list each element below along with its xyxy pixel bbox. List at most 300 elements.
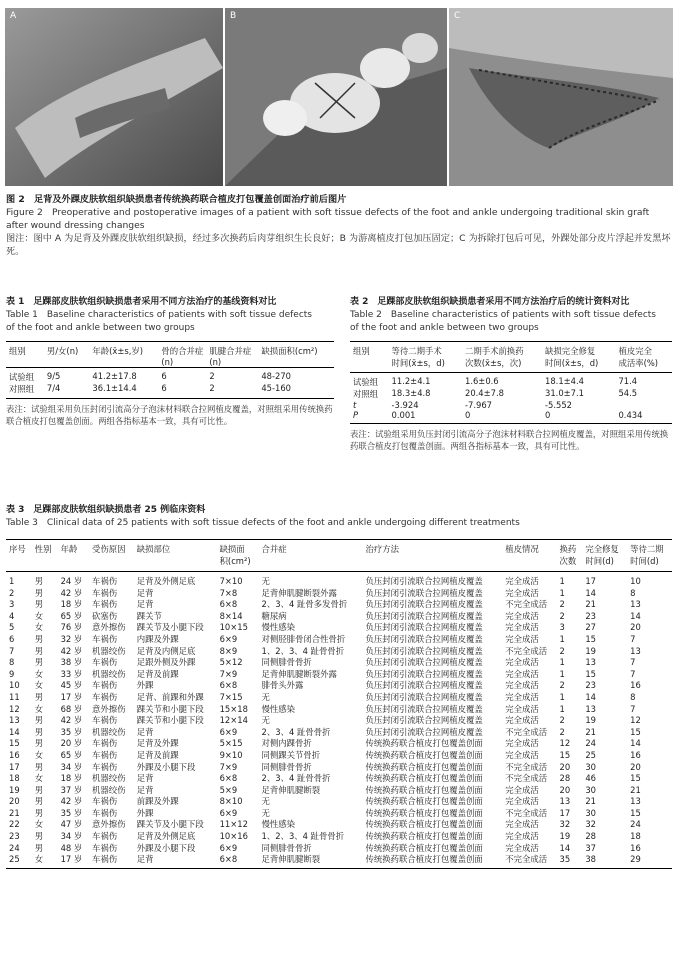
table-cell: 1 [559, 633, 565, 644]
table-cell: 足背伸肌腱断裂外露 [261, 587, 337, 598]
table-cell: 糖尿病 [261, 610, 287, 621]
t1-header-sex: 男/女(n) [46, 346, 79, 356]
table-cell: 踝关节和小腿下段 [136, 703, 204, 714]
table-cell: 车祸伤 [92, 807, 118, 818]
photo-panel-b [225, 8, 447, 186]
table-2-block [350, 295, 672, 452]
table-header-cell [362, 555, 502, 572]
table-row [6, 715, 672, 727]
figure-caption-zh: 图 2 足背及外踝皮肤软组织缺损患者传统换药联合植皮打包覆盖创面治疗前后图片 [6, 194, 347, 205]
table-cell: 30 [585, 807, 596, 818]
table-cell: 0 [545, 410, 551, 420]
table-cell: 21 [9, 807, 20, 818]
table-cell: 6 [161, 371, 167, 381]
t2-header2-group [350, 357, 389, 373]
table-cell: 15 [585, 633, 596, 644]
t1-header-tendon: 肌腱合并症(n) [209, 346, 252, 367]
photo-c-label: C [454, 11, 461, 21]
table-cell: 12 [559, 738, 571, 749]
table-cell: 24 [630, 819, 641, 830]
table-header-cell [6, 555, 32, 572]
table-cell: 76 岁 [60, 622, 83, 633]
photo-a-image [5, 8, 223, 186]
table-cell: 19 [585, 715, 596, 726]
table-header-cell [259, 555, 363, 572]
table-cell: 7 [9, 645, 15, 656]
table-header-cell: 积(cm²) [219, 556, 251, 566]
table-header-cell: 等待二期 [630, 544, 664, 554]
table-cell: 女 [34, 854, 44, 865]
table-cell: 完全成活 [505, 842, 539, 853]
table-cell: 传统换药联合植皮打包覆盖创面 [365, 773, 483, 784]
table-cell: 传统换药联合植皮打包覆盖创面 [365, 796, 483, 807]
table-cell: 5 [9, 622, 15, 633]
table-cell: 传统换药联合植皮打包覆盖创面 [365, 784, 483, 795]
table-cell: 14 [559, 842, 571, 853]
table-cell: 无 [261, 807, 270, 818]
t2-header-group: 组别 [353, 346, 370, 356]
table-cell: 28 [585, 831, 596, 842]
table-cell: 1.6±0.6 [464, 376, 499, 386]
table-header-cell: 序号 [9, 544, 26, 554]
table-cell: 8×9 [219, 645, 238, 656]
t2-header-wait: 等待二期手术 [391, 346, 442, 356]
table-header-cell: 换药 [559, 544, 577, 554]
table-cell: 男 [34, 842, 44, 853]
table-cell: 0.434 [618, 410, 643, 420]
table-cell: 5×15 [219, 738, 243, 749]
table-cell: 6×9 [219, 726, 238, 737]
table-cell: 足背及外侧足底 [136, 576, 196, 586]
table-cell: 慢性感染 [261, 819, 296, 830]
table-row [6, 599, 672, 611]
table-cell: 车祸伤 [92, 715, 118, 726]
table-cell: 男 [34, 831, 44, 842]
table-2-title-en-line2: of the foot and ankle between two groups [350, 323, 539, 333]
table-cell: 足背伸肌腱断裂 [261, 854, 321, 865]
table-cell: 2、3、4 趾骨骨折 [261, 773, 331, 784]
table-cell: 36.1±14.4 [92, 383, 137, 393]
table-row [6, 831, 672, 843]
table-cell: 8×10 [219, 796, 243, 807]
table-cell: t [353, 400, 357, 410]
table-cell: 20 [559, 784, 571, 795]
table-row [6, 854, 672, 868]
table-cell: 男 [34, 761, 44, 772]
table-cell: 传统换药联合植皮打包覆盖创面 [365, 819, 483, 830]
table-header-cell [58, 555, 89, 572]
table-cell: 7×8 [219, 587, 238, 598]
table-cell: 14 [585, 691, 596, 702]
table-cell: 28 [559, 773, 571, 784]
table-cell: 14 [630, 738, 641, 749]
table-cell: 男 [34, 738, 44, 749]
table-2 [350, 341, 672, 424]
table-cell: 24 岁 [60, 576, 83, 586]
table-cell: 16 [630, 842, 641, 853]
table-cell: 6×8 [219, 680, 238, 691]
table-cell: 足背伸肌腱断裂外露 [261, 668, 337, 679]
table-row [350, 400, 672, 410]
table-cell: 车祸伤 [92, 599, 118, 610]
table-cell: 15×18 [219, 703, 248, 714]
table-cell: 传统换药联合植皮打包覆盖创面 [365, 761, 483, 772]
table-cell: -5.552 [545, 400, 572, 410]
table-cell: 2、3、4 趾骨骨折 [261, 726, 331, 737]
table-cell: 车祸伤 [92, 854, 118, 865]
photo-panel-a [5, 8, 223, 186]
table-cell: 19 [9, 784, 20, 795]
table-cell: 男 [34, 691, 44, 702]
table-row [6, 611, 672, 623]
table-cell: 42 岁 [60, 587, 83, 598]
table-cell: 12 [630, 715, 641, 726]
table-cell: 负压封闭引流联合拉网植皮覆盖 [365, 633, 483, 644]
table-cell: 23 [9, 831, 20, 842]
table-cell: 1 [559, 668, 565, 679]
table-cell: 车祸伤 [92, 633, 118, 644]
table-cell: 37 岁 [60, 784, 83, 795]
table-row [6, 738, 672, 750]
table-cell: 传统换药联合植皮打包覆盖创面 [365, 738, 483, 749]
table-cell: 外踝及小腿下段 [136, 761, 196, 772]
table-3-body [6, 572, 672, 869]
table-cell: 女 [34, 703, 44, 714]
table-cell: 46 [585, 773, 596, 784]
t2-header2-dressing: 次数(x̄±s，次) [464, 358, 522, 368]
table-cell: 足背 [136, 726, 154, 737]
table-cell: 45 岁 [60, 680, 83, 691]
table-cell: 完全成活 [505, 831, 539, 842]
table-cell: 车祸伤 [92, 842, 118, 853]
table-cell: 15 [630, 807, 641, 818]
t1-header-group: 组别 [9, 346, 26, 356]
t2-header2-repair: 时间(x̄±s，d) [545, 358, 599, 368]
table-cell: 负压封闭引流联合拉网植皮覆盖 [365, 715, 483, 726]
table-cell: 男 [34, 645, 44, 656]
table-cell: 27 [585, 622, 596, 633]
table-cell: 65 岁 [60, 610, 83, 621]
table-cell: 45-160 [261, 383, 292, 393]
table-cell: 7×10 [219, 576, 243, 586]
table-cell: 对照组 [9, 384, 35, 394]
table-row [350, 410, 672, 424]
table-cell: 32 [559, 819, 571, 830]
table-cell: 1 [559, 587, 565, 598]
table-cell: 18 [9, 773, 20, 784]
table-cell: 2 [559, 599, 565, 610]
table-cell: 前踝及外踝 [136, 796, 179, 807]
table-cell: 22 [9, 819, 20, 830]
table-cell: 9×10 [219, 749, 243, 760]
table-header-cell: 植皮情况 [505, 544, 539, 554]
table-cell: 外踝及小腿下段 [136, 842, 196, 853]
table-header-cell: 时间(d) [585, 556, 614, 566]
table-cell: 34 岁 [60, 761, 83, 772]
table-cell: 足背 [136, 854, 154, 865]
table-cell: 0.001 [391, 410, 416, 420]
table-cell: 足背及外侧足底 [136, 831, 196, 842]
table-cell: 10×15 [219, 622, 248, 633]
table-header-cell: 完全修复 [585, 544, 619, 554]
table-cell: 女 [34, 622, 44, 633]
table-cell: 48 岁 [60, 842, 83, 853]
table-row [6, 819, 672, 831]
table-cell: 1 [559, 657, 565, 668]
table-cell: 8×14 [219, 610, 243, 621]
table-cell: 男 [34, 715, 44, 726]
table-cell: 完全成活 [505, 819, 539, 830]
figure-note: 图注：图中 A 为足背及外踝皮肤软组织缺损，经过多次换药后肉芽组织生长良好；B 为游离植皮打包加压固定；C 为拆除打包后可见，外踝处部分皮片浮起并发黑坏死。 [6, 233, 671, 257]
table-row [6, 383, 334, 399]
table-cell: 5×9 [219, 784, 238, 795]
table-cell: 11 [9, 691, 20, 702]
table-cell: 男 [34, 796, 44, 807]
table-cell: 对侧内踝骨折 [261, 738, 312, 749]
table-cell: 38 岁 [60, 657, 83, 668]
table-cell: 负压封闭引流联合拉网植皮覆盖 [365, 587, 483, 598]
table-cell: 足背 [136, 773, 154, 784]
table-cell: 男 [34, 633, 44, 644]
table-header-cell: 时间(d) [630, 556, 659, 566]
table-cell: 完全成活 [505, 796, 539, 807]
table-cell: 0 [464, 410, 471, 420]
table-row [6, 785, 672, 797]
table-3 [6, 539, 672, 869]
t1-header-bone: 骨的合并症(n) [161, 346, 204, 367]
table-cell: 17 岁 [60, 854, 83, 865]
table-cell: 男 [34, 784, 44, 795]
table-cell: 13 [559, 796, 571, 807]
table-cell: 负压封闭引流联合拉网植皮覆盖 [365, 599, 483, 610]
table-cell: 12 [9, 703, 20, 714]
table-cell: 71.4 [618, 376, 638, 386]
table-cell: 2 [9, 587, 15, 598]
table-cell: 足背及前踝 [136, 749, 179, 760]
table-cell: 足背及内侧足底 [136, 645, 196, 656]
table-cell: 踝关节及小腿下段 [136, 819, 204, 830]
table-cell: 男 [34, 599, 44, 610]
table-cell: 16 [630, 749, 641, 760]
table-cell: 慢性感染 [261, 703, 296, 714]
table-cell: 19 [585, 645, 596, 656]
table-cell: 踝关节及小腿下段 [136, 622, 204, 633]
table-row [6, 796, 672, 808]
table-row [6, 588, 672, 600]
table-row [350, 388, 672, 400]
table-cell: 完全成活 [505, 784, 539, 795]
table-cell: 传统换药联合植皮打包覆盖创面 [365, 749, 483, 760]
table-cell: 35 岁 [60, 726, 83, 737]
table-cell: 30 [585, 784, 596, 795]
table-cell: 车祸伤 [92, 738, 118, 749]
table-cell: 负压封闭引流联合拉网植皮覆盖 [365, 645, 483, 656]
table-row [6, 762, 672, 774]
figure-2-photos [5, 8, 673, 186]
table-cell: 不完全成活 [505, 726, 548, 737]
table-cell: 41.2±17.8 [92, 371, 137, 381]
table-cell: 9/5 [46, 371, 61, 381]
table-cell: 2 [559, 610, 565, 621]
table-cell: 15 [630, 726, 641, 737]
table-cell [615, 400, 672, 410]
table-cell: 车祸伤 [92, 749, 118, 760]
table-cell: 15 [585, 668, 596, 679]
table-cell: 17 [585, 576, 596, 586]
table-cell: 无 [261, 691, 270, 702]
table-1-body [6, 368, 334, 399]
table-cell: 15 [559, 749, 571, 760]
table-cell: 7 [630, 703, 636, 714]
table-cell: 37 [585, 842, 596, 853]
table-cell: 16 [9, 749, 20, 760]
table-cell: 18.3±4.8 [391, 388, 431, 398]
table-cell: 30 [585, 761, 596, 772]
table-cell: 7×9 [219, 668, 238, 679]
t2-header-survival: 植皮完全 [618, 346, 652, 356]
table-row [6, 843, 672, 855]
table-row [6, 773, 672, 785]
table-cell: 18 [630, 831, 641, 842]
table-cell: 完全成活 [505, 633, 539, 644]
table-cell: 车祸伤 [92, 576, 118, 586]
table-cell: 13 [630, 599, 641, 610]
table-cell: 完全成活 [505, 610, 539, 621]
table-1-note: 表注：试验组采用负压封闭引流高分子泡沫材料联合拉网植皮覆盖，对照组采用传统换药联合植皮打包覆盖创面。两组各指标基本一致，具有可比性。 [6, 404, 333, 426]
table-cell: 内踝及外踝 [136, 633, 179, 644]
table-cell: P [353, 410, 359, 420]
table-cell: 传统换药联合植皮打包覆盖创面 [365, 854, 483, 865]
table-cell: 足背 [136, 784, 154, 795]
table-cell: 试验组 [9, 372, 35, 382]
table-cell: 车祸伤 [92, 761, 118, 772]
table-cell: 外踝 [136, 807, 154, 818]
table-row [6, 368, 334, 384]
table-cell: 完全成活 [505, 576, 539, 586]
table-row [6, 646, 672, 658]
table-cell: 1、2、3、4 趾骨骨折 [261, 831, 345, 842]
table-cell: 负压封闭引流联合拉网植皮覆盖 [365, 622, 483, 633]
table-cell: 17 [559, 807, 571, 818]
table-cell: 13 [9, 715, 20, 726]
photo-panel-c [449, 8, 673, 186]
table-cell: 2 [559, 726, 565, 737]
table-cell: 20 [9, 796, 20, 807]
table-cell: 2 [209, 383, 215, 393]
table-cell: 32 [585, 819, 596, 830]
table-3-block [6, 503, 672, 869]
table-cell: 试验组 [353, 377, 379, 387]
table-cell: 38 [585, 854, 596, 865]
table-cell: 车祸伤 [92, 691, 118, 702]
table-cell: 23 [585, 610, 596, 621]
table-cell: 女 [34, 749, 44, 760]
table-cell: 砍塞伤 [92, 610, 118, 621]
table-cell: 女 [34, 819, 44, 830]
table-cell: 车祸伤 [92, 796, 118, 807]
table-cell: 不完全成活 [505, 645, 548, 656]
table-cell: 13 [630, 645, 641, 656]
table-cell: 8 [630, 587, 636, 598]
table-cell: 6×8 [219, 854, 238, 865]
table-cell: 6×8 [219, 599, 238, 610]
table-cell: 21 [630, 784, 641, 795]
table-cell: 29 [630, 854, 641, 865]
table-cell: 男 [34, 576, 44, 586]
table-1-title-zh: 表 1 足踝部皮肤软组织缺损患者采用不同方法治疗的基线资料对比 [6, 297, 277, 307]
table-cell: 23 [585, 680, 596, 691]
table-cell: 机器绞伤 [92, 645, 126, 656]
table-row [350, 373, 672, 389]
table-cell: 8 [630, 691, 636, 702]
table-1-title-en-line2: of the foot and ankle between two groups [6, 323, 195, 333]
table-cell: 54.5 [618, 388, 638, 398]
table-cell: 6×9 [219, 807, 238, 818]
table-cell: 无 [261, 796, 270, 807]
table-cell: 6×9 [219, 842, 238, 853]
table-cell: 女 [34, 668, 44, 679]
table-cell: 18 岁 [60, 773, 83, 784]
table-cell: 对侧胫腓骨闭合性骨折 [261, 633, 346, 644]
table-cell: 意外擦伤 [92, 622, 126, 633]
table-cell: 传统换药联合植皮打包覆盖创面 [365, 807, 483, 818]
table-row [6, 704, 672, 716]
table-cell: 7×15 [219, 691, 243, 702]
table-cell: 不完全成活 [505, 854, 548, 865]
table-row [6, 727, 672, 739]
table-cell: 车祸伤 [92, 587, 118, 598]
table-cell: 2 [209, 371, 215, 381]
table-cell: 20 岁 [60, 738, 83, 749]
table-cell: 不完全成活 [505, 773, 548, 784]
table-header-cell [502, 555, 556, 572]
table-cell: 20 [630, 622, 641, 633]
table-cell: 3 [9, 599, 15, 610]
table-cell: 完全成活 [505, 668, 539, 679]
table-cell: 16 [630, 680, 641, 691]
table-2-note: 表注：试验组采用负压封闭引流高分子泡沫材料联合拉网植皮覆盖，对照组采用传统换药联合植皮打包覆盖创面。两组各指标基本一致，具有可比性。 [350, 429, 669, 451]
table-cell: 31.0±7.1 [545, 388, 584, 398]
table-cell: 17 [9, 761, 20, 772]
photo-b-label: B [230, 11, 237, 21]
table-cell: 42 岁 [60, 715, 83, 726]
table-2-title-zh: 表 2 足踝部皮肤软组织缺损患者采用不同方法治疗后的统计资料对比 [350, 297, 630, 307]
table-cell: 2 [559, 645, 565, 656]
table-cell: 7 [630, 668, 636, 679]
table-header-cell: 年龄 [60, 544, 78, 554]
table-cell: 18.1±4.4 [545, 376, 584, 386]
table-cell: 慢性感染 [261, 622, 296, 633]
figure-caption-en: Figure 2 Preoperative and postoperative images of a patient with soft tissue defects of the foot and ankle undergoing traditional skin graft after wound dressing changes [6, 207, 650, 231]
table-header-cell: 性别 [34, 544, 52, 554]
table-cell: 完全成活 [505, 587, 539, 598]
table-2-title-en-line1: Table 2 Baseline characteristics of patients with soft tissue defects [350, 310, 656, 320]
table-cell: 20.4±7.8 [464, 388, 504, 398]
table-cell: 车祸伤 [92, 831, 118, 842]
table-cell: 13 [585, 657, 596, 668]
table-cell: 完全成活 [505, 622, 539, 633]
table-cell: 5×12 [219, 657, 243, 668]
table-cell: 车祸伤 [92, 657, 118, 668]
table-cell: 7/4 [46, 383, 61, 393]
table-cell: 负压封闭引流联合拉网植皮覆盖 [365, 657, 483, 668]
table-cell: 24 [9, 842, 20, 853]
table-cell: 车祸伤 [92, 680, 118, 691]
table-cell: 男 [34, 807, 44, 818]
table-cell: 无 [261, 715, 270, 726]
table-cell: 3 [559, 622, 565, 633]
table-cell: 10 [9, 680, 20, 691]
